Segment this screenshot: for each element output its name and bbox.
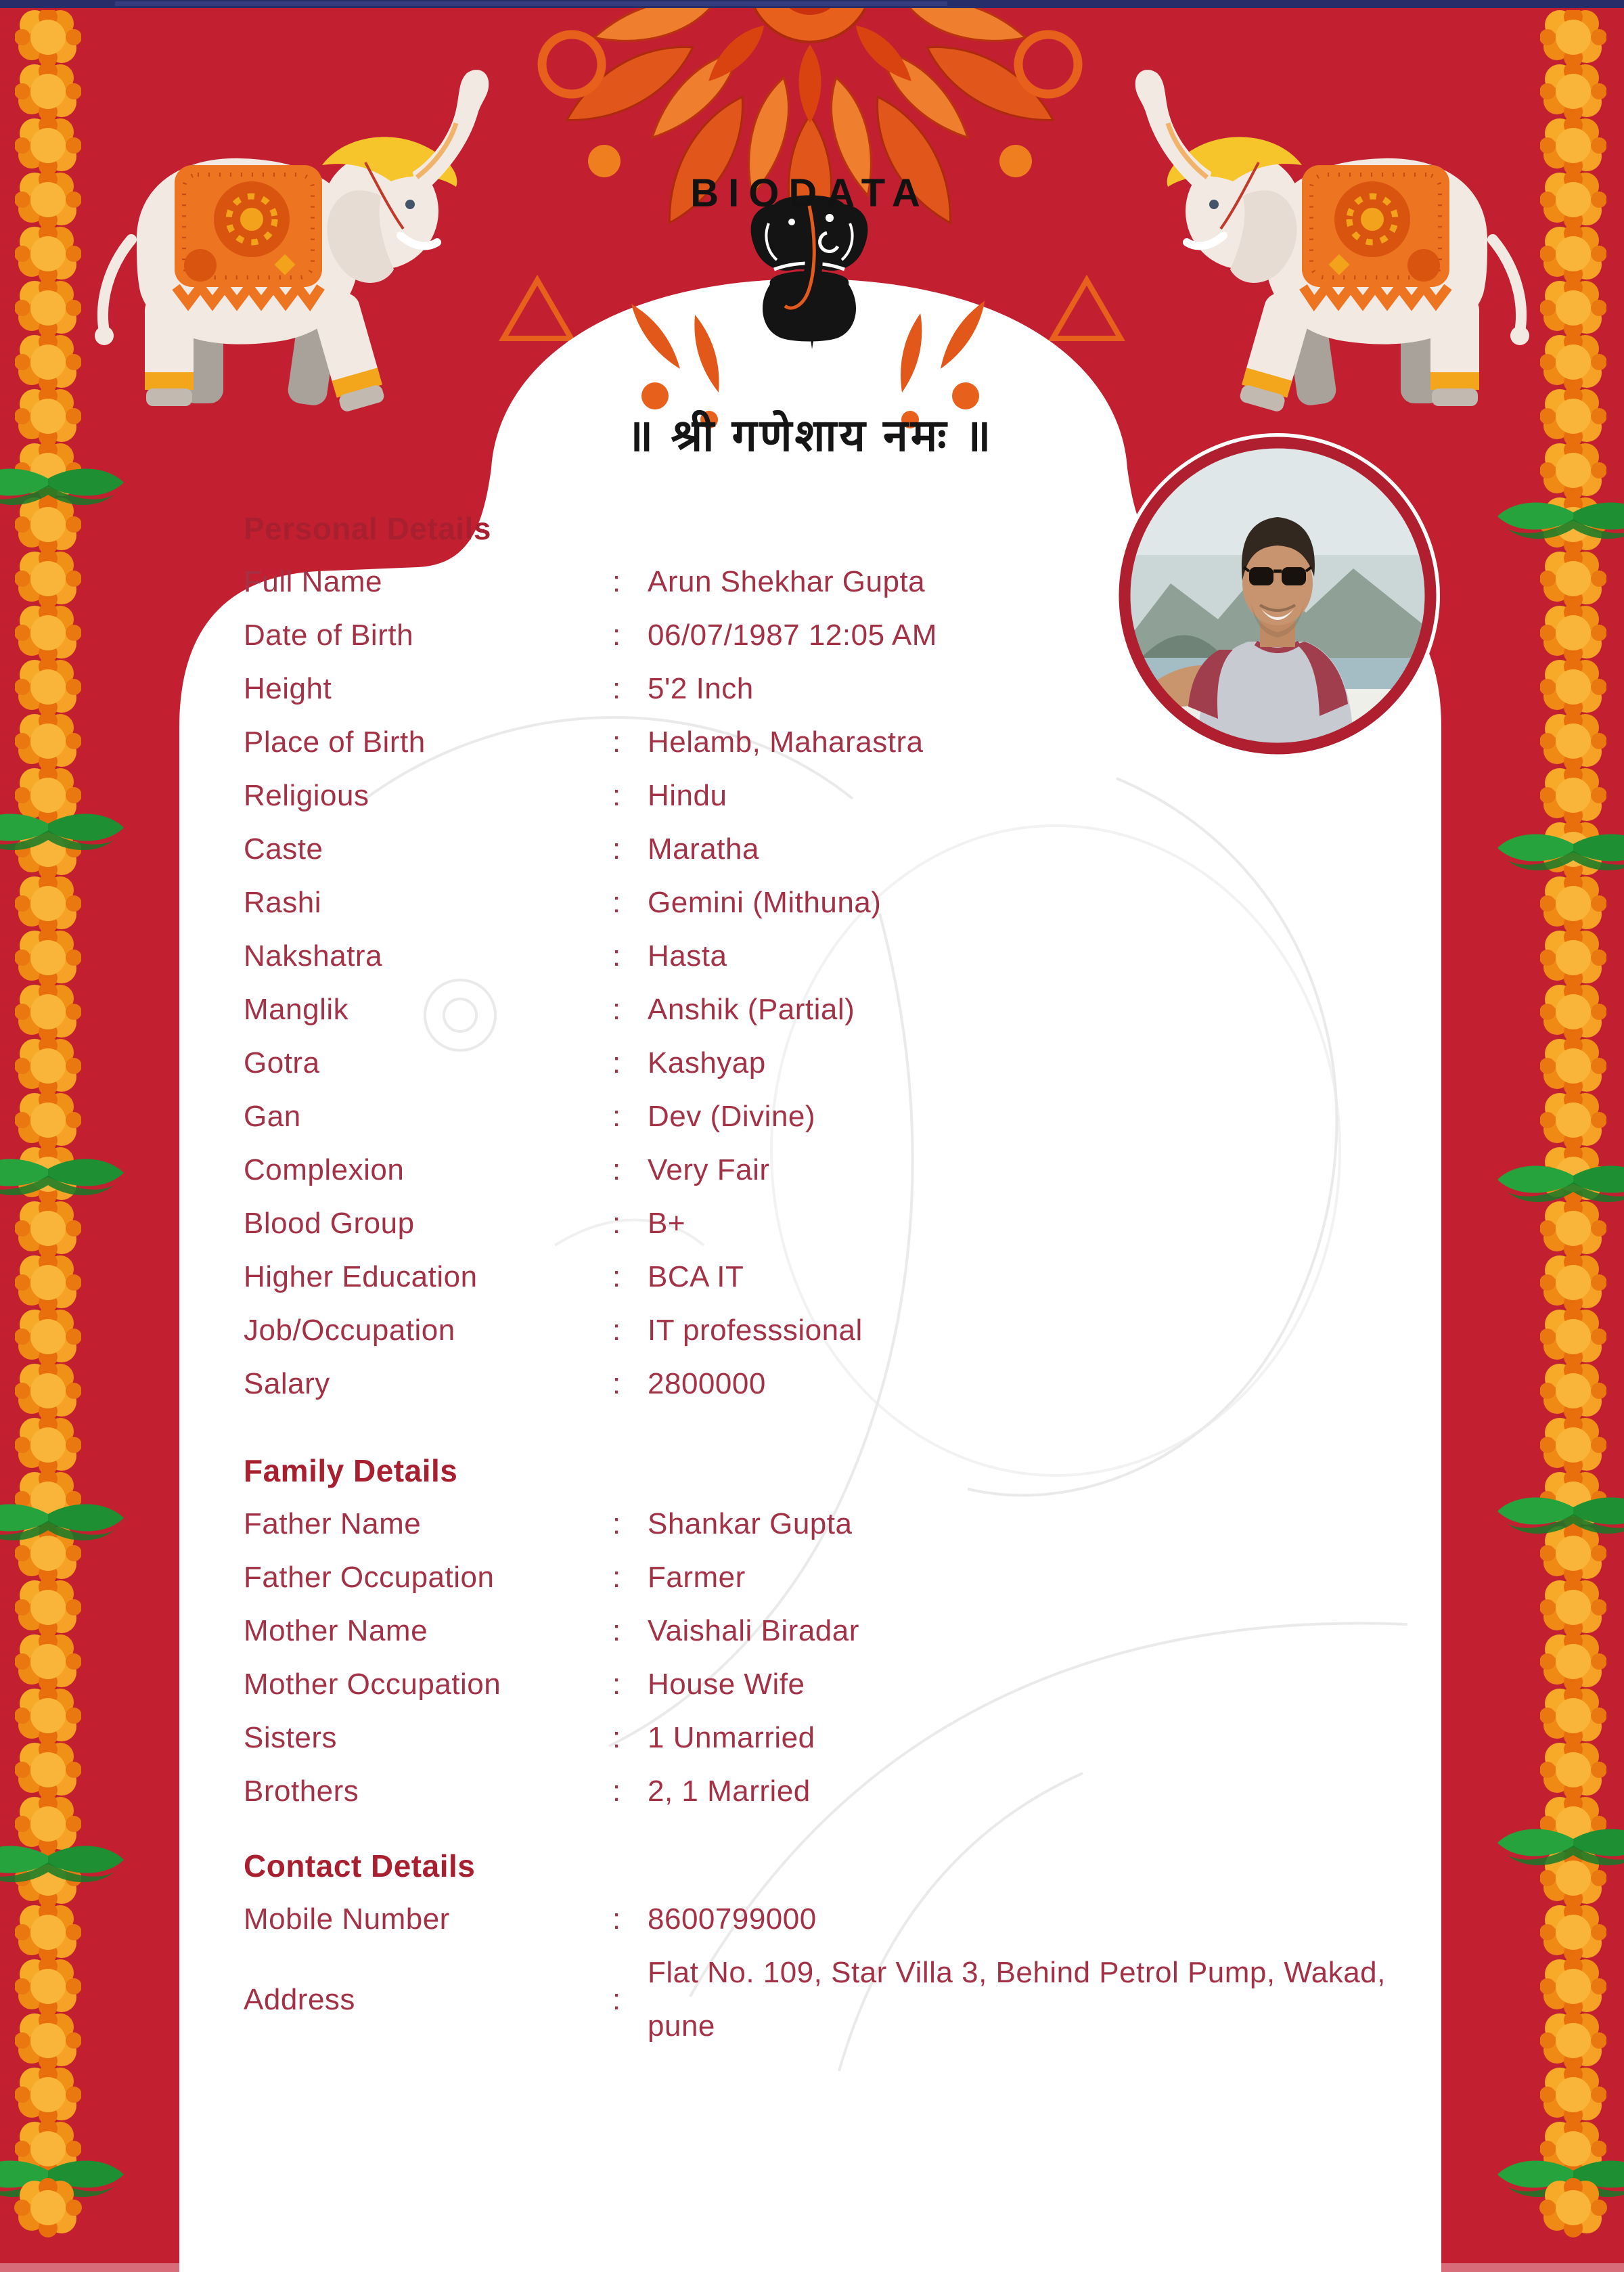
section-rows bbox=[244, 1892, 1421, 2043]
detail-row bbox=[244, 1892, 1421, 1946]
detail-row bbox=[244, 1604, 1421, 1657]
row-label: Salary bbox=[244, 1367, 330, 1400]
row-separator: : bbox=[612, 1046, 621, 1079]
row-separator: : bbox=[612, 1614, 621, 1647]
row-value: Farmer bbox=[648, 1561, 746, 1594]
detail-row bbox=[244, 1143, 1421, 1197]
row-label: Full Name bbox=[244, 565, 382, 598]
row-label: Higher Education bbox=[244, 1260, 478, 1293]
row-value: Hindu bbox=[648, 779, 727, 812]
row-value: 1 Unmarried bbox=[648, 1721, 815, 1754]
row-value: Helamb, Maharastra bbox=[648, 726, 924, 759]
row-label: Nakshatra bbox=[244, 939, 383, 973]
row-label: Job/Occupation bbox=[244, 1314, 455, 1347]
details-sections bbox=[244, 502, 1421, 2043]
section-contact bbox=[244, 1840, 1421, 2043]
row-value: Anshik (Partial) bbox=[648, 993, 855, 1026]
detail-row bbox=[244, 715, 1421, 769]
row-value: Arun Shekhar Gupta bbox=[648, 565, 926, 598]
row-value: 2800000 bbox=[648, 1367, 766, 1400]
row-value: Dev (Divine) bbox=[648, 1100, 816, 1133]
row-value: IT professsional bbox=[648, 1314, 863, 1347]
section-heading: Family Details bbox=[244, 1453, 458, 1488]
detail-row bbox=[244, 983, 1421, 1036]
page-title: BIODATA bbox=[690, 171, 930, 215]
row-label: Gotra bbox=[244, 1046, 320, 1079]
detail-row bbox=[244, 1657, 1421, 1711]
row-label: Manglik bbox=[244, 993, 349, 1026]
row-separator: : bbox=[612, 1775, 621, 1808]
detail-row bbox=[244, 1250, 1421, 1304]
row-value: Vaishali Biradar bbox=[648, 1614, 859, 1647]
detail-row bbox=[244, 608, 1421, 662]
row-separator: : bbox=[612, 1561, 621, 1594]
row-separator: : bbox=[612, 1207, 621, 1240]
section-heading: Contact Details bbox=[244, 1848, 476, 1884]
row-label: Father Name bbox=[244, 1507, 422, 1540]
detail-row bbox=[244, 1036, 1421, 1090]
row-separator: : bbox=[612, 1153, 621, 1186]
row-label: Mobile Number bbox=[244, 1902, 450, 1936]
row-separator: : bbox=[612, 1260, 621, 1293]
detail-row bbox=[244, 1357, 1421, 1410]
detail-row bbox=[244, 876, 1421, 929]
section-rows bbox=[244, 1497, 1421, 1818]
row-label: Blood Group bbox=[244, 1207, 415, 1240]
row-label: Place of Birth bbox=[244, 726, 426, 759]
section-family bbox=[244, 1444, 1421, 1818]
row-label: Date of Birth bbox=[244, 619, 414, 652]
row-label: Address bbox=[244, 1982, 355, 2016]
row-value: Shankar Gupta bbox=[648, 1507, 853, 1540]
detail-row bbox=[244, 929, 1421, 983]
row-value: Gemini (Mithuna) bbox=[648, 886, 882, 919]
row-separator: : bbox=[612, 1721, 621, 1754]
row-separator: : bbox=[612, 832, 621, 866]
row-value: Hasta bbox=[648, 939, 727, 973]
row-value: 2, 1 Married bbox=[648, 1775, 811, 1808]
row-separator: : bbox=[612, 1367, 621, 1400]
row-separator: : bbox=[612, 1100, 621, 1133]
row-value: BCA IT bbox=[648, 1260, 744, 1293]
detail-row bbox=[244, 1497, 1421, 1551]
detail-row bbox=[244, 822, 1421, 876]
row-separator: : bbox=[612, 726, 621, 759]
detail-row bbox=[244, 555, 1421, 608]
row-value: Flat No. 109, Star Villa 3, Behind Petrol Pump, Wakad, pune bbox=[648, 1956, 1386, 2043]
detail-row bbox=[244, 1090, 1421, 1143]
row-label: Sisters bbox=[244, 1721, 337, 1754]
row-value: House Wife bbox=[648, 1668, 805, 1701]
row-separator: : bbox=[612, 1507, 621, 1540]
section-rows bbox=[244, 555, 1421, 1410]
row-value: Very Fair bbox=[648, 1153, 770, 1186]
row-separator: : bbox=[612, 1668, 621, 1701]
row-separator: : bbox=[612, 565, 621, 598]
row-label: Rashi bbox=[244, 886, 321, 919]
row-value: B+ bbox=[648, 1207, 686, 1240]
row-label: Religious bbox=[244, 779, 369, 812]
row-separator: : bbox=[612, 779, 621, 812]
row-separator: : bbox=[612, 1982, 621, 2016]
row-separator: : bbox=[612, 993, 621, 1026]
detail-row bbox=[244, 769, 1421, 822]
detail-row bbox=[244, 1551, 1421, 1604]
detail-row bbox=[244, 1304, 1421, 1357]
section-personal bbox=[244, 502, 1421, 1410]
row-label: Brothers bbox=[244, 1775, 359, 1808]
detail-row bbox=[244, 1946, 1421, 2043]
row-label: Height bbox=[244, 672, 332, 705]
row-value: Kashyap bbox=[648, 1046, 766, 1079]
row-separator: : bbox=[612, 939, 621, 973]
row-label: Complexion bbox=[244, 1153, 405, 1186]
row-separator: : bbox=[612, 672, 621, 705]
row-separator: : bbox=[612, 1314, 621, 1347]
row-value: 8600799000 bbox=[648, 1902, 817, 1936]
row-value: 06/07/1987 12:05 AM bbox=[648, 619, 937, 652]
row-separator: : bbox=[612, 619, 621, 652]
row-label: Father Occupation bbox=[244, 1561, 495, 1594]
row-label: Gan bbox=[244, 1100, 301, 1133]
row-value: 5'2 Inch bbox=[648, 672, 754, 705]
detail-row bbox=[244, 662, 1421, 715]
detail-row bbox=[244, 1197, 1421, 1250]
detail-row bbox=[244, 1711, 1421, 1764]
row-value: Maratha bbox=[648, 832, 759, 866]
sanskrit-invocation: ॥ श्री गणेशाय नमः ॥ bbox=[626, 410, 994, 460]
row-separator: : bbox=[612, 886, 621, 919]
row-label: Caste bbox=[244, 832, 323, 866]
section-heading: Personal Details bbox=[244, 511, 491, 546]
row-label: Mother Name bbox=[244, 1614, 428, 1647]
detail-row bbox=[244, 1764, 1421, 1818]
row-separator: : bbox=[612, 1902, 621, 1936]
row-label: Mother Occupation bbox=[244, 1668, 501, 1701]
